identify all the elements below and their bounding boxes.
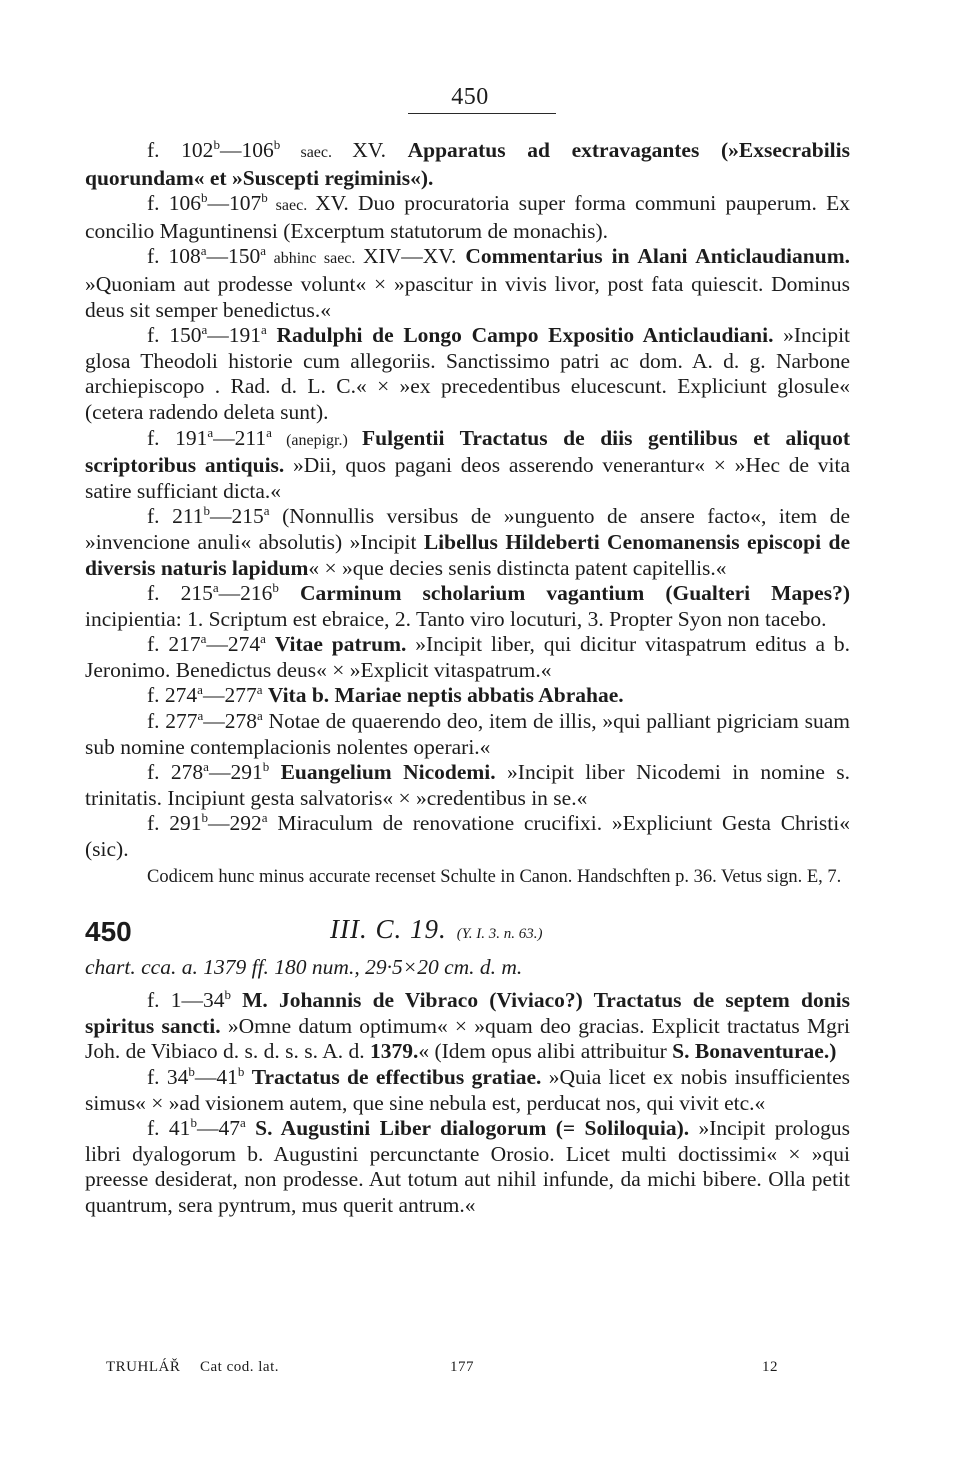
page-number: 450 — [451, 84, 489, 110]
manuscript-entry-segment: f. 106 — [147, 191, 202, 216]
manuscript-entry-segment: b — [201, 190, 208, 206]
codex-signature-text: III. C. 19. — [330, 913, 447, 944]
manuscript-entry-segment: a — [197, 708, 204, 724]
manuscript-entry-segment: saec. — [267, 197, 316, 215]
entry-list — [85, 138, 850, 863]
codex-entry-segment: « (Idem opus alibi attribuitur — [418, 1039, 673, 1064]
manuscript-entry-segment: a — [263, 503, 270, 519]
manuscript-entry-segment: incipientia: 1. Scriptum est ebraice, 2. Tanto viro locuturi, 3. Propter Syon non tacebo. — [85, 606, 827, 631]
manuscript-entry — [85, 323, 850, 425]
manuscript-entry-segment: —292 — [208, 811, 262, 836]
manuscript-entry — [85, 811, 850, 862]
manuscript-entry-segment: Vitae patrum. — [274, 632, 407, 657]
manuscript-entry-segment: —277 — [202, 683, 257, 708]
manuscript-entry-segment: f. 277 — [147, 709, 198, 734]
footer-title: Cat cod. lat. — [200, 1359, 279, 1375]
manuscript-entry — [85, 632, 850, 683]
codex-description: chart. cca. a. 1379 ff. 180 num., 29·5×20 cm. d. m. — [85, 954, 523, 979]
codex-entry-segment — [231, 988, 242, 1012]
manuscript-entry-segment: —274 — [206, 632, 261, 657]
codex-entry-segment: a — [239, 1115, 246, 1131]
manuscript-entry-segment: a — [260, 631, 266, 647]
codex-entry-segment: b — [224, 987, 231, 1003]
codex-entry-segment: —47 — [196, 1116, 240, 1141]
manuscript-entry-segment: Libellus Hildeberti Cenomanensis episcopi de diversis naturis lapidum — [85, 529, 850, 580]
manuscript-entry-segment: XV. — [352, 138, 408, 162]
manuscript-entry-segment: b — [201, 810, 209, 826]
manuscript-entry — [85, 138, 850, 191]
manuscript-entry-segment: a — [207, 424, 214, 440]
codex-entry-segment: b — [237, 1064, 245, 1079]
codex-heading — [85, 913, 850, 955]
manuscript-entry-segment: a — [200, 243, 207, 259]
manuscript-entry — [85, 581, 850, 632]
manuscript-entry-segment: « × »que decies senis distincta patent capitellis.« — [308, 555, 727, 580]
manuscript-entry-segment: Apparatus ad extravagantes (»Exsecrabilis quorundam« et »Suscepti regiminis«). — [85, 138, 850, 190]
manuscript-entry-segment: Fulgentii Tractatus de diis gentilibus et aliquot scriptoribus antiquis. — [85, 425, 850, 478]
codex-number: 450 — [85, 915, 132, 947]
manuscript-entry-segment: f. 108 — [147, 244, 201, 269]
manuscript-entry-segment: XIV—XV. — [362, 244, 466, 269]
codex-entry-segment: »Incipit prologus libri dyalogorum b. Augustini percunctante Orosio. Licet multi doctissimi« × »qui preesse desiderat, non prodesse. Aut totum aut nihil infunde, da michi bibere. Olla petit quantrum, sera pyntrum, mus querit antrum.« — [85, 1116, 851, 1217]
manuscript-entry-segment: f. 150 — [147, 323, 202, 348]
manuscript-entry-segment: Miraculum de renovatione crucifixi. »Expliciunt Gesta Christi« (sic). — [85, 811, 850, 862]
manuscript-entry-segment: b — [203, 503, 211, 519]
codex-entry-segment: M. Johannis de Vibraco (Viviaco?) Tractatus de septem donis spiritus sancti. — [85, 988, 851, 1038]
manuscript-entry-segment: f. 278 — [147, 760, 204, 785]
manuscript-entry-segment: —216 — [218, 581, 273, 606]
manuscript-entry-segment: »Dii, quos pagani deos asserendo venerantur« × »Hec de vita satire sufficiant dicta.« — [85, 453, 850, 503]
codex-entry-segment — [244, 1065, 251, 1089]
manuscript-entry-segment: b — [213, 137, 220, 152]
manuscript-entry-segment: —191 — [207, 323, 261, 348]
manuscript-entry-segment: »Quoniam aut prodesse volunt« × »pascitur in vivis livor, post fata quiescit. Dominus deus sit semper benedictus.« — [85, 271, 850, 322]
manuscript-entry-segment — [267, 323, 277, 347]
page-content — [85, 138, 850, 1219]
codex-entry-segment — [246, 1116, 255, 1140]
manuscript-entry-segment: a — [261, 810, 268, 826]
manuscript-entry — [85, 426, 850, 505]
manuscript-entry-segment: Notae de quaerendo deo, item de illis, »qui palliant pigriciam suam sub nomine contemplacionis nolentes operari.« — [85, 709, 850, 759]
manuscript-entry-segment — [279, 581, 300, 605]
manuscript-entry — [85, 760, 850, 811]
manuscript-entry-segment: Carminum scholarium vagantium (Gualteri Mapes?) — [299, 581, 851, 606]
manuscript-entry-segment: (anepigr.) — [271, 431, 362, 449]
manuscript-entry-segment: —215 — [210, 504, 264, 529]
manuscript-entry-segment: f. 274 — [147, 683, 198, 708]
manuscript-entry-segment: a — [256, 682, 263, 698]
codex-entry-segment: Tractatus de effectibus gratiae. — [251, 1065, 542, 1089]
manuscript-entry-segment: a — [261, 322, 267, 338]
manuscript-entry-segment: f. 102 — [147, 138, 214, 162]
manuscript-entry — [85, 191, 850, 244]
manuscript-entry-segment: a — [197, 682, 203, 698]
manuscript-entry-segment: f. 211 — [147, 504, 204, 529]
manuscript-entry-segment — [269, 760, 280, 784]
codex-entry-segment: b — [188, 1064, 195, 1079]
manuscript-entry-segment: f. 191 — [147, 425, 208, 450]
page-footer — [0, 1359, 960, 1385]
manuscript-entry-segment: XV. Duo procuratoria super forma communi pauperum. Ex concilio Maguntinensi (Excerptum statutorum de monachis). — [85, 191, 850, 243]
codex-entry-segment: »Omne datum optimum« × »quam deo gracias. Explicit tractatus Mgri Joh. de Vibiaco d. s. d. s. s. A. d. — [85, 1013, 850, 1064]
manuscript-entry — [85, 683, 850, 709]
footer-author: TRUHLÁŘ — [106, 1359, 181, 1375]
manuscript-entry-segment: »Incipit liber Nicodemi in nomine s. trinitatis. Incipiunt gesta salvatoris« × »credentibus in se.« — [85, 760, 850, 810]
manuscript-entry-segment: —107 — [207, 191, 262, 216]
codex-signature — [330, 913, 543, 948]
codex-entry-segment: —41 — [194, 1065, 238, 1089]
manuscript-entry-segment: (Nonnullis versibus de »unguento de ansere facto«, item de »invencione anuli« absolutis) »Incipit — [85, 504, 850, 554]
manuscript-entry-segment: »Incipit glosa Theodoli historie cum allegoriis. Sanctissimo patri ac dom. A. d. g. Narbone archiepiscopo . Rad. d. L. C.« × »ex precedentibus elucescunt. Expliciunt glosule« (cetera radendo deleta sunt). — [85, 323, 851, 424]
manuscript-entry — [85, 709, 850, 760]
codex-entry-list — [85, 988, 850, 1218]
codex-entry — [85, 1065, 850, 1116]
manuscript-entry-segment: —291 — [208, 760, 263, 785]
manuscript-entry-segment: b — [261, 190, 268, 206]
manuscript-entry-segment: a — [257, 708, 263, 724]
codex-entry-segment: b — [190, 1115, 197, 1131]
manuscript-entry-segment: saec. — [280, 144, 353, 161]
codex-entry-segment: f. 34 — [147, 1065, 189, 1089]
codex-entry-segment: S. Bonaventurae.) — [672, 1039, 837, 1064]
manuscript-entry-segment: —150 — [206, 244, 261, 269]
codex-entry-segment: f. 41 — [147, 1116, 191, 1141]
manuscript-entry-segment: a — [201, 322, 208, 338]
manuscript-entry-segment: a — [212, 580, 219, 596]
manuscript-entry-segment: f. 291 — [147, 811, 202, 836]
manuscript-entry-segment: f. 217 — [147, 632, 201, 657]
manuscript-entry-segment: »Incipit liber, qui dicitur vitaspatrum editus a b. Jeronimo. Benedictus deus« × »Explicit vitaspatrum.« — [85, 632, 850, 682]
manuscript-entry-segment: b — [262, 759, 270, 775]
manuscript-entry-segment: Vita b. Mariae neptis abbatis Abrahae. — [267, 683, 624, 708]
manuscript-entry-segment: a — [200, 631, 207, 647]
codex-entry — [85, 1116, 850, 1218]
manuscript-entry-segment: Radulphi de Longo Campo Expositio Anticlaudiani. — [276, 323, 774, 348]
manuscript-entry-segment: f. 215 — [147, 581, 213, 606]
manuscript-entry-segment — [266, 632, 275, 656]
codex-entry — [85, 988, 850, 1065]
manuscript-entry-segment: a — [266, 424, 272, 440]
manuscript-entry-segment: Euangelium Nicodemi. — [280, 760, 496, 785]
codex-entry-segment: S. Augustini Liber dialogorum (= Soliloquia). — [255, 1116, 690, 1141]
manuscript-entry — [85, 504, 850, 581]
codex-entry-segment: 1379. — [369, 1039, 419, 1064]
footer-page: 177 — [450, 1359, 474, 1375]
header-rule — [408, 113, 556, 114]
manuscript-entry-segment: a — [203, 759, 209, 775]
footer-sheet: 12 — [762, 1359, 778, 1375]
manuscript-entry-segment: b — [273, 137, 281, 152]
manuscript-entry-segment: —106 — [219, 138, 274, 162]
codex-entry-segment: f. 1—34 — [147, 988, 225, 1013]
codex-note: Codicem hunc minus accurate recenset Schulte in Canon. Handschften p. 36. Vetus sign. E, 7. — [147, 866, 842, 887]
manuscript-entry-segment: —211 — [213, 425, 267, 450]
codex-entry-segment: »Quia licet ex nobis insufficientes simus« × »ad visionem autem, que sine nebula est, perducat nos, qui vivit etc.« — [85, 1065, 850, 1115]
manuscript-entry-segment: b — [272, 580, 279, 596]
manuscript-entry-segment: abhinc saec. — [266, 250, 363, 268]
manuscript-entry — [85, 244, 850, 323]
manuscript-entry-segment: —278 — [203, 709, 258, 734]
manuscript-entry-segment: Commentarius in Alani Anticlaudianum. — [465, 244, 850, 269]
manuscript-entry-segment: a — [260, 243, 267, 259]
codex-old-signature: (Y. I. 3. n. 63.) — [456, 925, 543, 942]
